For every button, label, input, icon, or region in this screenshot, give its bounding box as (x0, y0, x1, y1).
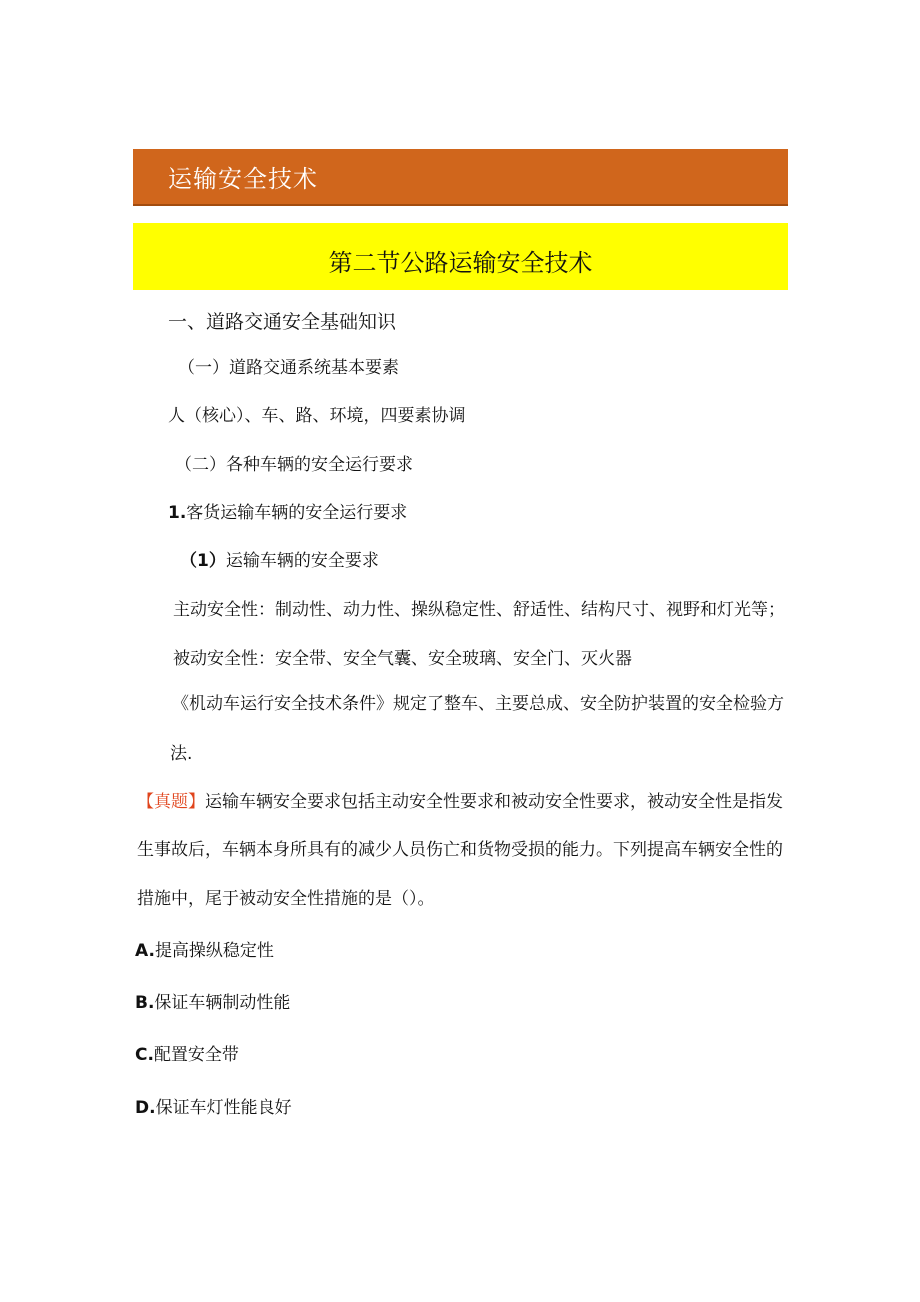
chapter-banner (133, 149, 788, 206)
item-text: 客货运输车辆的安全运行要求 (186, 503, 408, 523)
option-c (135, 1044, 239, 1066)
paragraph-regulation-line2: 法. (170, 744, 193, 764)
paragraph-active-safety: 主动安全性：制动性、动力性、操纵稳定性、舒适性、结构尺寸、视野和灯光等； (173, 600, 785, 620)
option-d (135, 1097, 292, 1119)
option-text: 提高操纵稳定性 (154, 941, 274, 961)
option-letter: D. (135, 1098, 156, 1118)
question-stem-text: 运输车辆安全要求包括主动安全性要求和被动安全性要求，被动安全性是指发 (205, 792, 783, 812)
question-tag: 【真题】 (137, 792, 205, 812)
section-banner (133, 223, 788, 290)
option-b (135, 992, 290, 1014)
question-stem-line2: 生事故后，车辆本身所具有的减少人员伤亡和货物受损的能力。下列提高车辆安全性的 (137, 840, 783, 860)
option-text: 保证车灯性能良好 (155, 1098, 292, 1118)
subheading-vehicle-requirements: （二）各种车辆的安全运行要求 (175, 455, 413, 475)
question-stem-line1 (137, 791, 783, 813)
option-letter: A. (135, 941, 155, 961)
subheading-road-system-elements: （一）道路交通系统基本要素 (178, 358, 399, 378)
paragraph-four-elements: 人（核心）、车、路、环境，四要素协调 (168, 406, 466, 426)
option-letter: B. (135, 993, 155, 1013)
subitem-vehicle-safety-requirements (180, 550, 379, 572)
paragraph-passive-safety: 被动安全性：安全带、安全气囊、安全玻璃、安全门、灭火器 (173, 649, 632, 669)
question-stem-line3: 措施中，尾于被动安全性措施的是（）。 (137, 889, 435, 909)
section-title: 第二节公路运输安全技术 (328, 249, 593, 277)
heading-road-safety-basics: 一、道路交通安全基础知识 (168, 311, 397, 333)
subitem-number: （1） (180, 551, 226, 571)
item-number: 1. (168, 503, 187, 523)
chapter-title: 运输安全技术 (168, 165, 318, 193)
paragraph-regulation-line1: 《机动车运行安全技术条件》规定了整车、主要总成、安全防护装置的安全检验方 (172, 694, 784, 714)
subitem-text: 运输车辆的安全要求 (225, 551, 379, 571)
option-text: 保证车辆制动性能 (154, 993, 291, 1013)
option-letter: C. (135, 1045, 154, 1065)
item-passenger-cargo-vehicles (168, 502, 407, 524)
option-a (135, 940, 274, 962)
option-text: 配置安全带 (153, 1045, 239, 1065)
